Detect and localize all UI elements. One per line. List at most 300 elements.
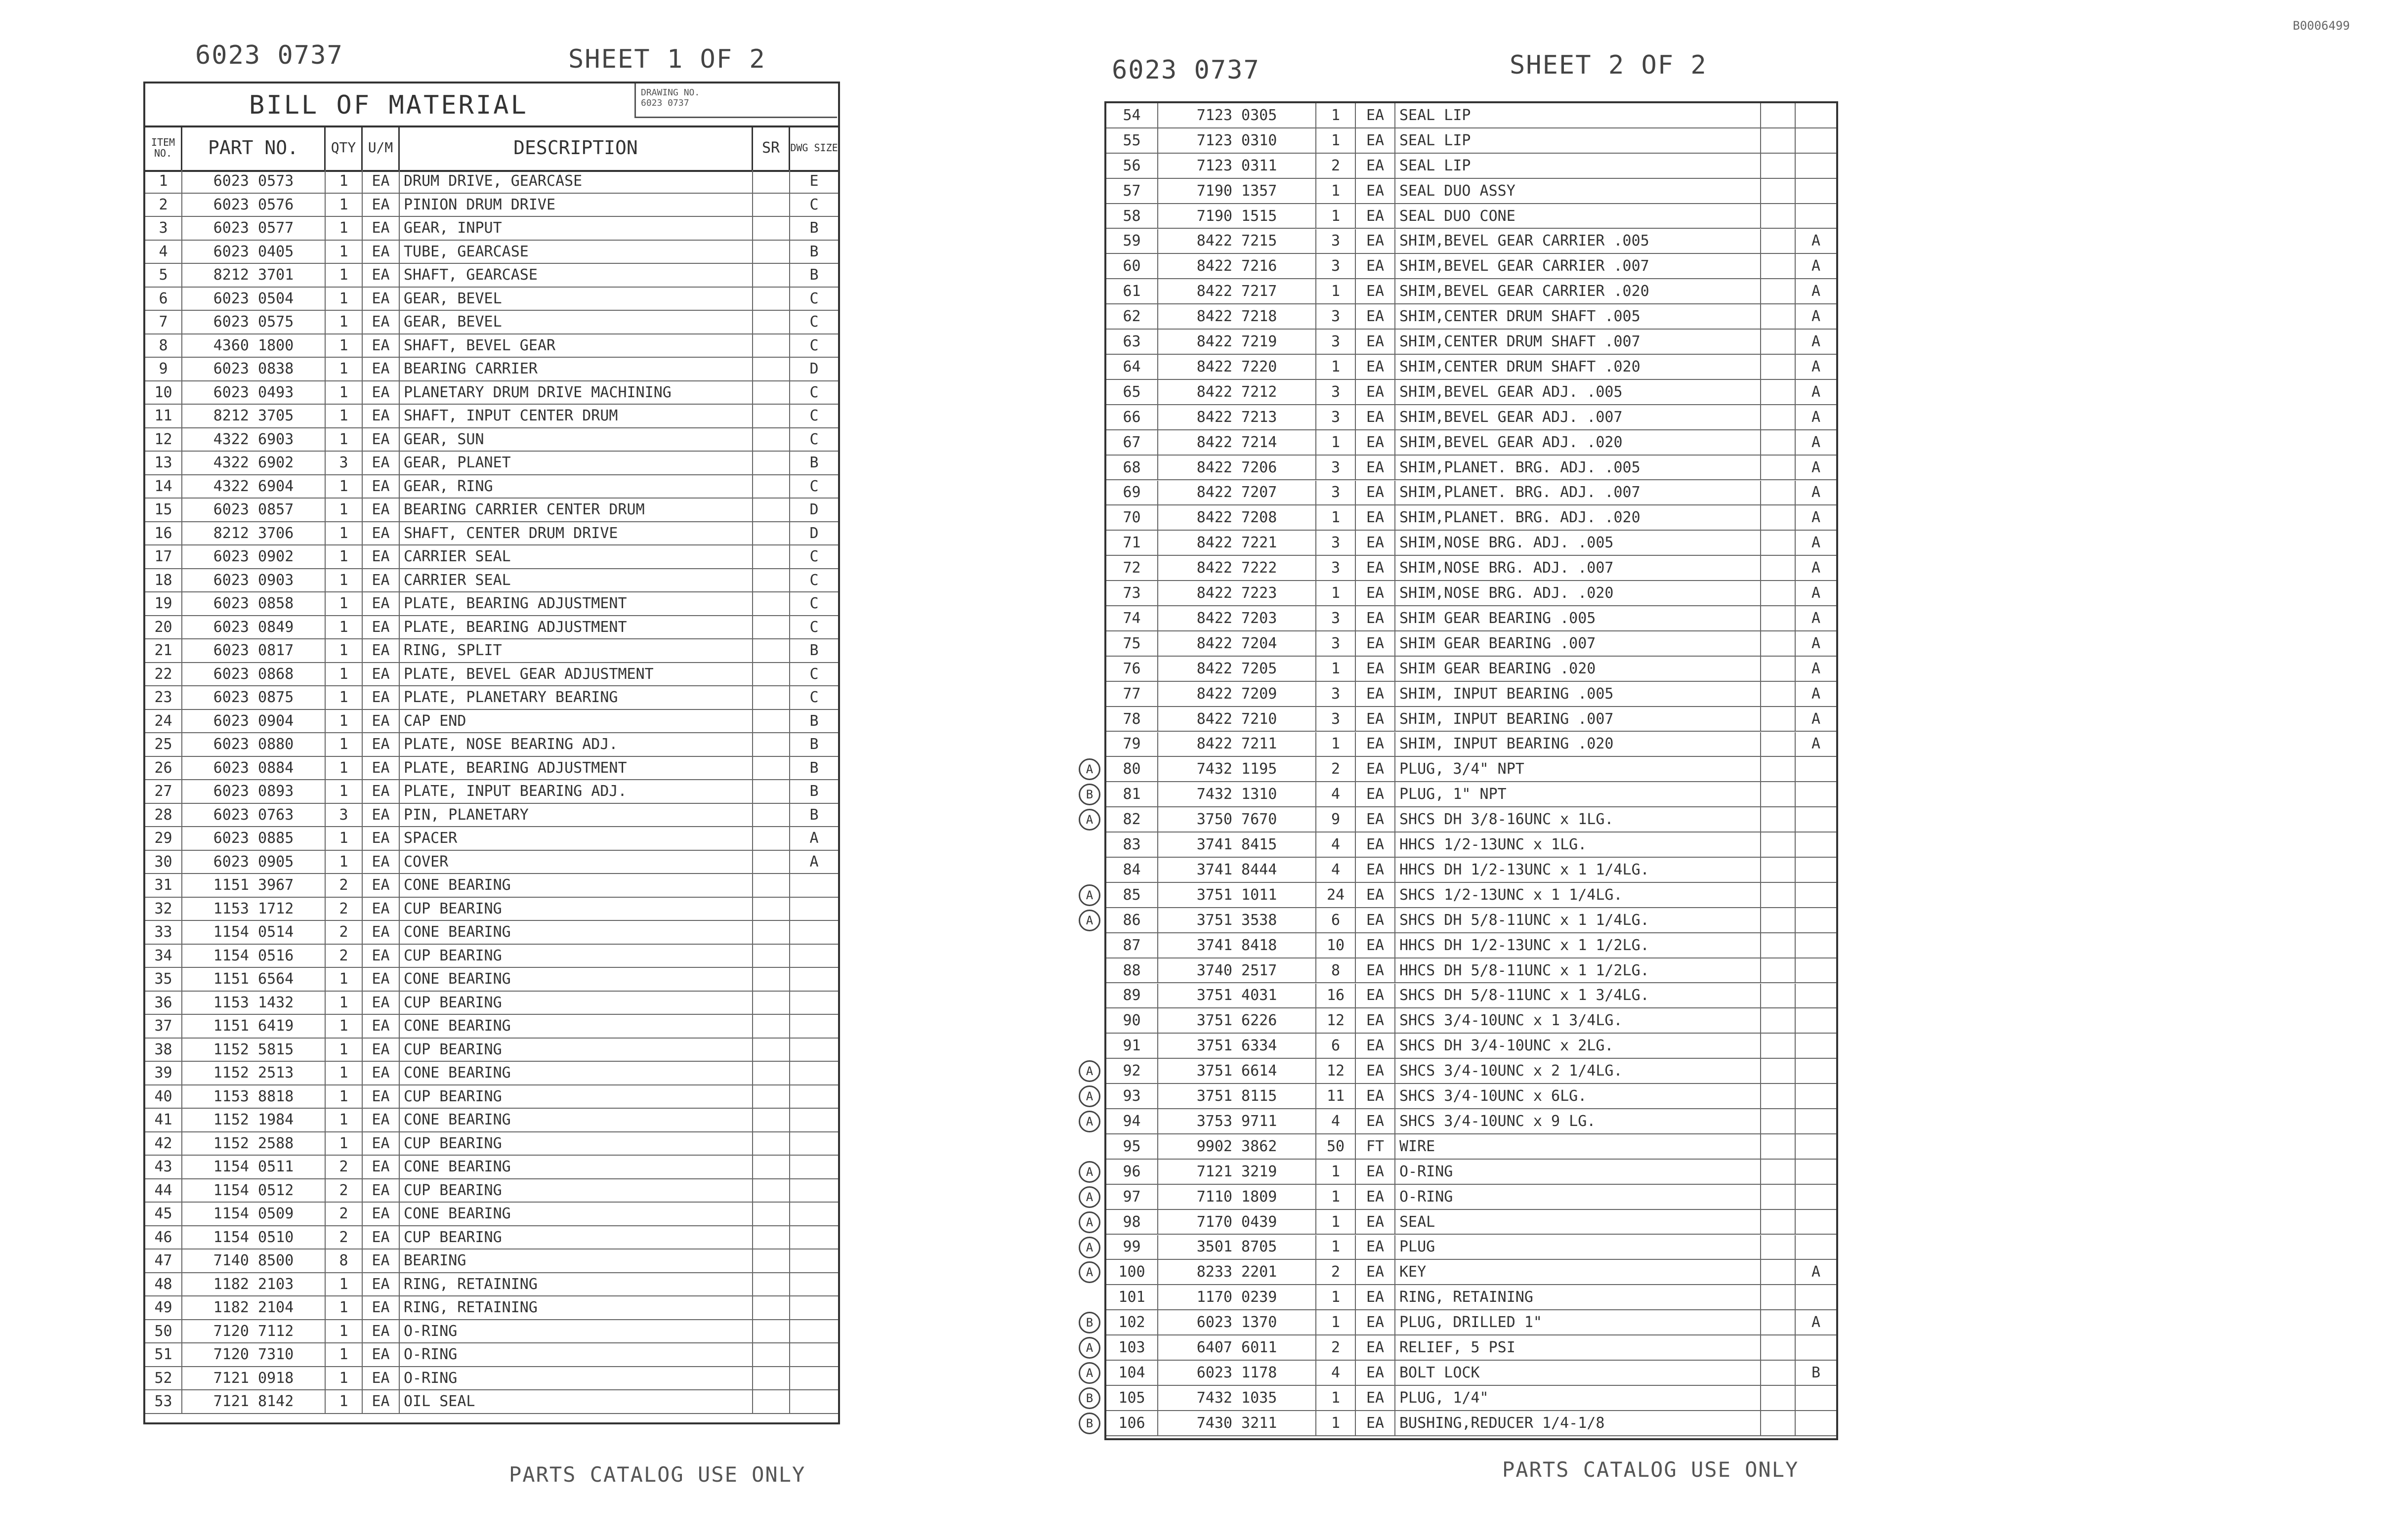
item-number-cell: 21: [145, 639, 182, 662]
dwg-size-cell: C: [809, 595, 819, 613]
table-row: [1106, 1285, 1836, 1310]
quantity-cell: 3: [1316, 330, 1356, 354]
dwg-size-cell: A: [1811, 1263, 1821, 1281]
unit-cell: EA: [363, 757, 400, 780]
dwg-size-cell: [1796, 1210, 1836, 1234]
description-cell: O-RING: [400, 1343, 753, 1366]
table-row: [1106, 707, 1836, 732]
item-number-cell: 100: [1106, 1260, 1158, 1284]
header-item-no: ITEM NO.: [145, 125, 182, 170]
unit-cell: EA: [363, 1249, 400, 1272]
item-number-cell: 84: [1106, 858, 1158, 882]
dwg-size-cell: B: [809, 736, 819, 753]
table-row: [145, 639, 838, 663]
table-row: [145, 898, 838, 921]
description-cell: PIN, PLANETARY: [400, 804, 753, 827]
item-number-cell: 9: [145, 358, 182, 380]
quantity-cell: 3: [1316, 682, 1356, 706]
description-cell: O-RING: [400, 1367, 753, 1390]
dwg-size-cell: C: [809, 618, 819, 636]
table-row: [145, 1179, 838, 1203]
dwg-size-cell: [790, 1226, 838, 1249]
description-cell: BEARING CARRIER: [400, 358, 753, 380]
quantity-cell: 1: [326, 1296, 363, 1319]
description-cell: SHIM,NOSE BRG. ADJ. .007: [1395, 556, 1761, 580]
part-number-cell: 6023 0575: [182, 311, 326, 333]
table-row: [145, 733, 838, 757]
sr-cell: [1761, 657, 1796, 681]
sr-cell: [753, 1296, 790, 1319]
sheet2-footer: PARTS CATALOG USE ONLY: [1502, 1457, 1799, 1482]
part-number-cell: 6023 0577: [182, 217, 326, 240]
revision-callout: A: [1079, 1111, 1100, 1132]
item-number-cell: 29: [145, 827, 182, 850]
unit-cell: EA: [1356, 304, 1395, 329]
item-number-cell: 47: [145, 1249, 182, 1272]
table-row: [1106, 1260, 1836, 1285]
part-number-cell: 7432 1310: [1158, 782, 1316, 806]
quantity-cell: 4: [1316, 832, 1356, 857]
table-row: [1106, 1386, 1836, 1411]
item-number-cell: 65: [1106, 380, 1158, 404]
sr-cell: [753, 686, 790, 709]
unit-cell: EA: [1356, 481, 1395, 505]
unit-cell: EA: [363, 1226, 400, 1249]
part-number-cell: 1152 2588: [182, 1132, 326, 1155]
table-row: [1106, 807, 1836, 832]
table-row: [1106, 732, 1836, 757]
sr-cell: [1761, 933, 1796, 957]
sr-cell: [753, 381, 790, 404]
unit-cell: EA: [1356, 807, 1395, 832]
quantity-cell: 9: [1316, 807, 1356, 832]
unit-cell: EA: [1356, 682, 1395, 706]
description-cell: SHIM,BEVEL GEAR CARRIER .007: [1395, 254, 1761, 278]
dwg-size-cell: A: [1811, 358, 1821, 375]
dwg-size-cell: B: [1811, 1364, 1821, 1381]
sr-cell: [753, 264, 790, 287]
item-number-cell: 77: [1106, 682, 1158, 706]
item-number-cell: 79: [1106, 732, 1158, 756]
quantity-cell: 1: [326, 733, 363, 756]
part-number-cell: 6023 0573: [182, 170, 326, 193]
description-cell: SEAL DUO CONE: [1395, 204, 1761, 228]
item-number-cell: 45: [145, 1203, 182, 1225]
sheet2-part-ref: 6023 0737: [1112, 55, 1260, 85]
item-number-cell: 94: [1106, 1109, 1158, 1133]
description-cell: SHIM,CENTER DRUM SHAFT .005: [1395, 304, 1761, 329]
dwg-size-cell: [1796, 1034, 1836, 1058]
description-cell: CARRIER SEAL: [400, 545, 753, 568]
sr-cell: [753, 663, 790, 686]
dwg-size-cell: A: [1811, 735, 1821, 753]
unit-cell: EA: [363, 1085, 400, 1108]
description-cell: SHAFT, GEARCASE: [400, 264, 753, 287]
revision-callout: A: [1079, 1060, 1100, 1082]
item-number-cell: 7: [145, 311, 182, 333]
dwg-size-cell: [790, 992, 838, 1014]
dwg-size-cell: [1796, 204, 1836, 228]
sr-cell: [753, 1132, 790, 1155]
sr-cell: [753, 780, 790, 803]
part-number-cell: 8422 7204: [1158, 631, 1316, 656]
quantity-cell: 1: [326, 194, 363, 216]
table-row: [145, 968, 838, 992]
table-row: [145, 1367, 838, 1391]
revision-callout: A: [1079, 1337, 1100, 1359]
quantity-cell: 24: [1316, 883, 1356, 907]
quantity-cell: 1: [326, 405, 363, 427]
sr-cell: [1761, 128, 1796, 153]
sr-cell: [1761, 682, 1796, 706]
quantity-cell: 2: [326, 921, 363, 944]
table-row: [1106, 154, 1836, 179]
item-number-cell: 51: [145, 1343, 182, 1366]
item-number-cell: 43: [145, 1156, 182, 1178]
description-cell: CONE BEARING: [400, 968, 753, 991]
revision-callout: A: [1079, 1211, 1100, 1233]
item-number-cell: 37: [145, 1015, 182, 1038]
unit-cell: EA: [1356, 1411, 1395, 1435]
sr-cell: [753, 522, 790, 545]
document-id: B0006499: [2293, 19, 2350, 33]
item-number-cell: 68: [1106, 456, 1158, 480]
quantity-cell: 2: [326, 945, 363, 967]
unit-cell: EA: [1356, 355, 1395, 379]
sr-cell: [1761, 1235, 1796, 1259]
sr-cell: [1761, 204, 1796, 228]
dwg-size-cell: C: [809, 665, 819, 683]
unit-cell: EA: [363, 381, 400, 404]
part-number-cell: 1152 5815: [182, 1039, 326, 1061]
dwg-size-cell: A: [1811, 634, 1821, 652]
item-number-cell: 34: [145, 945, 182, 967]
part-number-cell: 8422 7217: [1158, 279, 1316, 303]
sr-cell: [753, 945, 790, 967]
part-number-cell: 7140 8500: [182, 1249, 326, 1272]
description-cell: SHCS DH 3/4-10UNC x 2LG.: [1395, 1034, 1761, 1058]
quantity-cell: 1: [326, 334, 363, 357]
item-number-cell: 88: [1106, 958, 1158, 983]
sr-cell: [1761, 1361, 1796, 1385]
item-number-cell: 103: [1106, 1335, 1158, 1360]
quantity-cell: 3: [1316, 531, 1356, 555]
quantity-cell: 1: [1316, 103, 1356, 127]
dwg-size-cell: A: [1811, 408, 1821, 426]
part-number-cell: 1151 6564: [182, 968, 326, 991]
sr-cell: [1761, 1109, 1796, 1133]
quantity-cell: 1: [326, 569, 363, 592]
header-dwg-size: DWG SIZE: [790, 142, 838, 154]
quantity-cell: 1: [326, 1039, 363, 1061]
description-cell: CUP BEARING: [400, 898, 753, 920]
revision-callout: A: [1079, 884, 1100, 906]
item-number-cell: 74: [1106, 606, 1158, 630]
description-cell: GEAR, SUN: [400, 428, 753, 451]
item-number-cell: 5: [145, 264, 182, 287]
part-number-cell: 9902 3862: [1158, 1134, 1316, 1159]
dwg-size-cell: A: [1811, 710, 1821, 728]
unit-cell: EA: [363, 827, 400, 850]
dwg-size-cell: [790, 1179, 838, 1202]
table-row: [1106, 858, 1836, 883]
description-cell: SHIM,PLANET. BRG. ADJ. .005: [1395, 456, 1761, 480]
sr-cell: [1761, 1285, 1796, 1309]
sr-cell: [753, 1062, 790, 1084]
unit-cell: EA: [1356, 631, 1395, 656]
sr-cell: [753, 1179, 790, 1202]
dwg-size-cell: [790, 1132, 838, 1155]
description-cell: CONE BEARING: [400, 1109, 753, 1131]
dwg-size-cell: [1796, 757, 1836, 781]
quantity-cell: 2: [1316, 154, 1356, 178]
part-number-cell: 1152 2513: [182, 1062, 326, 1084]
quantity-cell: 1: [326, 170, 363, 193]
dwg-size-cell: A: [809, 830, 819, 847]
unit-cell: EA: [1356, 330, 1395, 354]
drawing-number: 6023 0737: [641, 98, 689, 108]
table-row: [1106, 606, 1836, 631]
table-row: [1106, 883, 1836, 908]
sr-cell: [1761, 405, 1796, 429]
table-row: [145, 663, 838, 687]
description-cell: SEAL LIP: [1395, 103, 1761, 127]
item-number-cell: 95: [1106, 1134, 1158, 1159]
description-cell: SHCS 3/4-10UNC x 9 LG.: [1395, 1109, 1761, 1133]
dwg-size-cell: [1796, 1109, 1836, 1133]
unit-cell: EA: [363, 1273, 400, 1296]
description-cell: SEAL LIP: [1395, 154, 1761, 178]
part-number-cell: 1151 6419: [182, 1015, 326, 1038]
quantity-cell: 1: [326, 1132, 363, 1155]
description-cell: CUP BEARING: [400, 1132, 753, 1155]
item-number-cell: 15: [145, 499, 182, 521]
unit-cell: EA: [1356, 103, 1395, 127]
item-number-cell: 33: [145, 921, 182, 944]
dwg-size-cell: [790, 968, 838, 991]
part-number-cell: 7121 3219: [1158, 1160, 1316, 1184]
description-cell: RING, RETAINING: [1395, 1285, 1761, 1309]
item-number-cell: 73: [1106, 581, 1158, 605]
part-number-cell: 6023 0858: [182, 592, 326, 615]
quantity-cell: 4: [1316, 1361, 1356, 1385]
quantity-cell: 1: [326, 1390, 363, 1413]
part-number-cell: 1154 0514: [182, 921, 326, 944]
item-number-cell: 101: [1106, 1285, 1158, 1309]
part-number-cell: 7190 1515: [1158, 204, 1316, 228]
sr-cell: [753, 311, 790, 333]
sr-cell: [1761, 1008, 1796, 1033]
item-number-cell: 14: [145, 475, 182, 498]
sr-cell: [1761, 757, 1796, 781]
table-row: [145, 592, 838, 616]
description-cell: SHAFT, CENTER DRUM DRIVE: [400, 522, 753, 545]
quantity-cell: 1: [326, 757, 363, 780]
sr-cell: [753, 1273, 790, 1296]
quantity-cell: 6: [1316, 1034, 1356, 1058]
sr-cell: [1761, 858, 1796, 882]
description-cell: HHCS 1/2-13UNC x 1LG.: [1395, 832, 1761, 857]
sr-cell: [1761, 807, 1796, 832]
part-number-cell: 6023 0905: [182, 851, 326, 874]
unit-cell: EA: [363, 616, 400, 639]
table-row: [1106, 179, 1836, 204]
description-cell: CONE BEARING: [400, 1062, 753, 1084]
part-number-cell: 6023 0893: [182, 780, 326, 803]
item-number-cell: 8: [145, 334, 182, 357]
table-row: [145, 334, 838, 358]
part-number-cell: 8422 7222: [1158, 556, 1316, 580]
description-cell: SEAL: [1395, 1210, 1761, 1234]
dwg-size-cell: B: [809, 759, 819, 777]
table-row: [1106, 757, 1836, 782]
part-number-cell: 6023 0504: [182, 288, 326, 310]
table-row: [1106, 405, 1836, 430]
sr-cell: [753, 170, 790, 193]
description-cell: SHIM, INPUT BEARING .020: [1395, 732, 1761, 756]
dwg-size-cell: A: [1811, 283, 1821, 300]
quantity-cell: 2: [1316, 1335, 1356, 1360]
description-cell: PLANETARY DRUM DRIVE MACHINING: [400, 381, 753, 404]
table-row: [1106, 456, 1836, 481]
sheet1-part-ref: 6023 0737: [195, 41, 343, 70]
description-cell: BEARING: [400, 1249, 753, 1272]
sr-cell: [1761, 254, 1796, 278]
sr-cell: [753, 757, 790, 780]
sr-cell: [1761, 1260, 1796, 1284]
unit-cell: EA: [363, 1062, 400, 1084]
table-row: [145, 288, 838, 311]
sr-cell: [753, 288, 790, 310]
item-number-cell: 28: [145, 804, 182, 827]
dwg-size-cell: C: [809, 407, 819, 425]
table-row: [1106, 984, 1836, 1009]
sr-cell: [1761, 1084, 1796, 1108]
quantity-cell: 3: [1316, 380, 1356, 404]
table-row: [145, 1062, 838, 1085]
quantity-cell: 2: [326, 1156, 363, 1178]
sr-cell: [753, 710, 790, 733]
item-number-cell: 71: [1106, 531, 1158, 555]
description-cell: SHCS DH 5/8-11UNC x 1 1/4LG.: [1395, 908, 1761, 932]
unit-cell: EA: [363, 241, 400, 263]
description-cell: HHCS DH 5/8-11UNC x 1 1/2LG.: [1395, 958, 1761, 983]
unit-cell: EA: [363, 1367, 400, 1390]
description-cell: HHCS DH 1/2-13UNC x 1 1/4LG.: [1395, 858, 1761, 882]
table-row: [145, 1015, 838, 1039]
item-number-cell: 22: [145, 663, 182, 686]
header-um: U/M: [363, 125, 400, 170]
dwg-size-cell: [790, 1062, 838, 1084]
unit-cell: EA: [363, 663, 400, 686]
part-number-cell: 7170 0439: [1158, 1210, 1316, 1234]
table-row: [145, 616, 838, 640]
header-part-no: PART NO.: [182, 125, 326, 170]
sr-cell: [1761, 505, 1796, 530]
item-number-cell: 11: [145, 405, 182, 427]
quantity-cell: 1: [326, 288, 363, 310]
table-row: [1106, 1084, 1836, 1109]
quantity-cell: 3: [1316, 481, 1356, 505]
quantity-cell: 1: [1316, 430, 1356, 455]
description-cell: O-RING: [1395, 1160, 1761, 1184]
table-row: [1106, 631, 1836, 657]
unit-cell: EA: [1356, 908, 1395, 932]
table-row: [1106, 1335, 1836, 1361]
quantity-cell: 1: [326, 1367, 363, 1390]
unit-cell: EA: [1356, 581, 1395, 605]
description-cell: SHCS DH 3/8-16UNC x 1LG.: [1395, 807, 1761, 832]
part-number-cell: 6023 0838: [182, 358, 326, 380]
description-cell: PLUG: [1395, 1235, 1761, 1259]
item-number-cell: 93: [1106, 1084, 1158, 1108]
part-number-cell: 6023 0405: [182, 241, 326, 263]
sheet1-bill-of-material: [143, 82, 840, 1424]
quantity-cell: 1: [326, 710, 363, 733]
item-number-cell: 62: [1106, 304, 1158, 329]
sr-cell: [1761, 531, 1796, 555]
sr-cell: [1761, 707, 1796, 731]
dwg-size-cell: C: [809, 336, 819, 354]
dwg-size-cell: [1796, 103, 1836, 127]
quantity-cell: 1: [326, 1320, 363, 1343]
sr-cell: [753, 1015, 790, 1038]
dwg-size-cell: A: [1811, 534, 1821, 552]
part-number-cell: 1152 1984: [182, 1109, 326, 1131]
item-number-cell: 31: [145, 874, 182, 897]
unit-cell: EA: [1356, 707, 1395, 731]
part-number-cell: 6023 0493: [182, 381, 326, 404]
dwg-size-cell: A: [1811, 433, 1821, 451]
table-row: [145, 1390, 838, 1414]
unit-cell: EA: [363, 639, 400, 662]
quantity-cell: 11: [1316, 1084, 1356, 1108]
table-row: [145, 452, 838, 475]
unit-cell: EA: [1356, 254, 1395, 278]
dwg-size-cell: C: [809, 689, 819, 707]
item-number-cell: 98: [1106, 1210, 1158, 1234]
quantity-cell: 1: [326, 358, 363, 380]
sr-cell: [1761, 279, 1796, 303]
dwg-size-cell: [1796, 883, 1836, 907]
quantity-cell: 1: [1316, 581, 1356, 605]
item-number-cell: 55: [1106, 128, 1158, 153]
table-row: [145, 874, 838, 898]
unit-cell: EA: [363, 311, 400, 333]
item-number-cell: 106: [1106, 1411, 1158, 1435]
unit-cell: EA: [363, 545, 400, 568]
table-row: [1106, 1185, 1836, 1210]
unit-cell: EA: [1356, 1185, 1395, 1209]
part-number-cell: 8422 7215: [1158, 229, 1316, 253]
part-number-cell: 7120 7310: [182, 1343, 326, 1366]
part-number-cell: 3741 8444: [1158, 858, 1316, 882]
dwg-size-cell: A: [1811, 257, 1821, 275]
description-cell: CUP BEARING: [400, 1226, 753, 1249]
description-cell: SHIM,BEVEL GEAR CARRIER .020: [1395, 279, 1761, 303]
unit-cell: EA: [1356, 456, 1395, 480]
table-row: [1106, 430, 1836, 456]
item-number-cell: 12: [145, 428, 182, 451]
quantity-cell: 1: [326, 1109, 363, 1131]
part-number-cell: 6023 1178: [1158, 1361, 1316, 1385]
sr-cell: [753, 874, 790, 897]
unit-cell: EA: [363, 1156, 400, 1178]
quantity-cell: 1: [326, 522, 363, 545]
sheet1-column-header: [145, 125, 838, 172]
table-row: [1106, 1411, 1836, 1436]
description-cell: PLATE, NOSE BEARING ADJ.: [400, 733, 753, 756]
